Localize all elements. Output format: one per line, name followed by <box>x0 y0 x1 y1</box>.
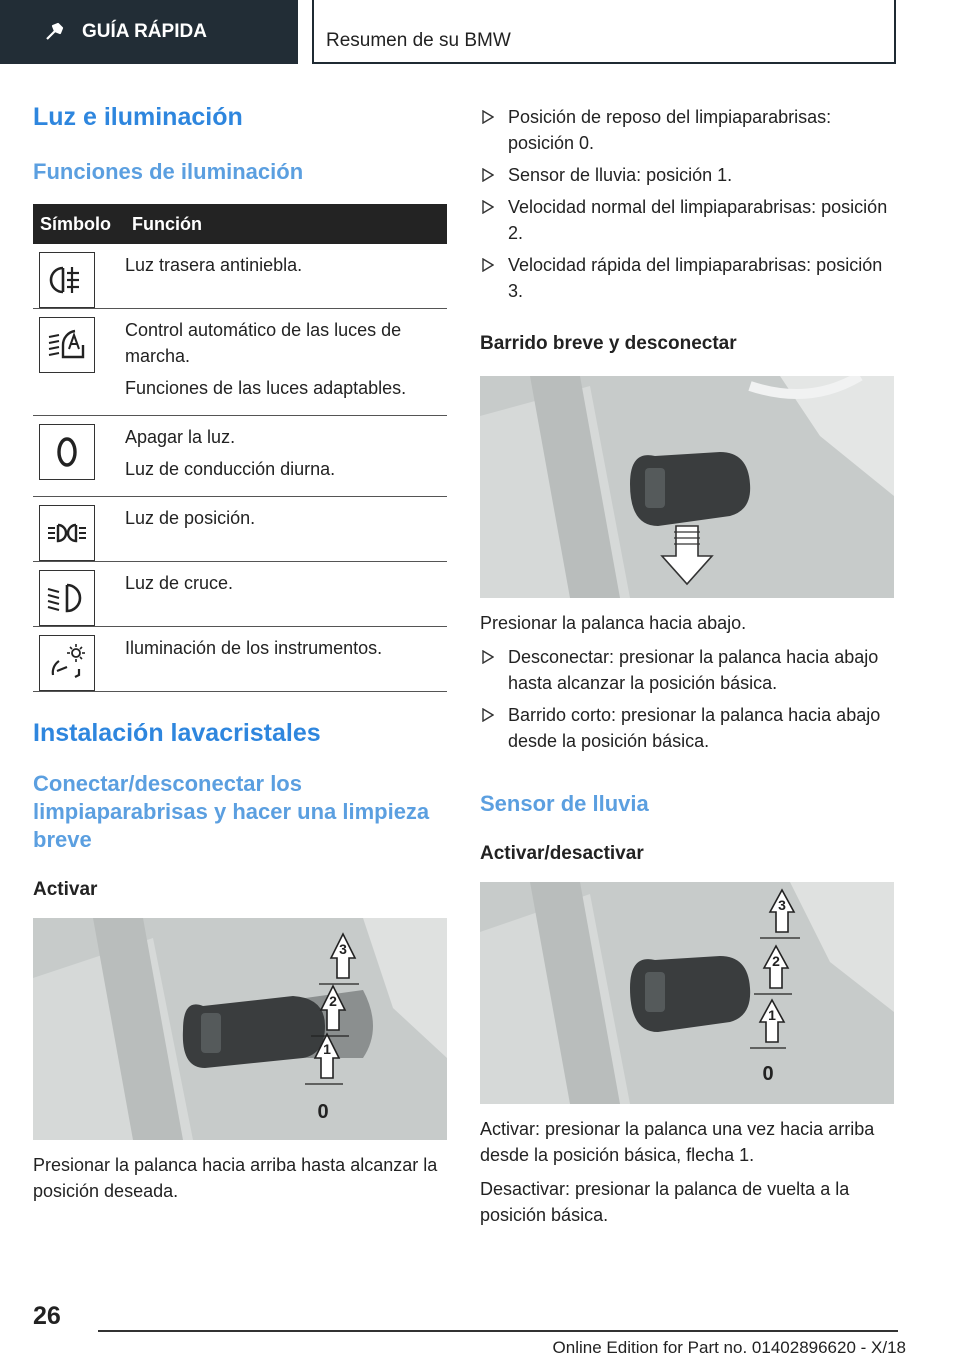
row-text: Luz de cruce. <box>125 573 234 593</box>
wiper-lever-up-photo <box>33 918 447 1140</box>
table-row <box>33 309 447 416</box>
heading-lights: Luz e iluminación <box>33 103 243 131</box>
row-text: Apagar la luz. <box>125 427 236 447</box>
bullet-triangle-icon <box>482 200 494 214</box>
wiper-positions-list <box>480 104 896 304</box>
page-number: 26 <box>33 1302 61 1330</box>
bullet-triangle-icon <box>482 110 494 124</box>
rain-sensor-photo <box>480 882 894 1104</box>
list-item: Posición de reposo del limpiaparabrisas: posición 0. <box>480 104 896 156</box>
arrow-label-2: 2 <box>772 953 780 969</box>
heading-washer-system: Instalación lavacristales <box>33 719 321 747</box>
quick-guide-label: GUÍA RÁPIDA <box>82 21 207 42</box>
heading-brief-wipe: Barrido breve y desconectar <box>480 333 737 354</box>
bullet-triangle-icon <box>482 168 494 182</box>
row-text: Funciones de las luces adaptables. <box>125 378 407 398</box>
bullet-triangle-icon <box>482 708 494 722</box>
row-text: Luz de conducción diurna. <box>125 459 336 479</box>
caption-activate: Presionar la palanca hacia arriba hasta alcanzar la posición deseada. <box>33 1155 438 1201</box>
edition-note: Online Edition for Part no. 01402896620 - X/18 <box>552 1338 906 1357</box>
caption-press-down: Presionar la palanca hacia abajo. <box>480 613 747 633</box>
rear-fog-light-icon <box>39 252 95 308</box>
heading-rain-sensor: Sensor de lluvia <box>480 791 649 816</box>
list-item: Desconectar: presionar la palanca hacia abajo hasta alcanzar la posición básica. <box>480 644 896 696</box>
brief-wipe-list <box>480 644 896 754</box>
table-row <box>33 244 447 309</box>
arrow-label-0: 0 <box>762 1063 774 1085</box>
auto-headlight-icon <box>39 317 95 373</box>
heading-activate: Activar <box>33 879 98 900</box>
bullet-triangle-icon <box>482 258 494 272</box>
heading-wipers: Conectar/desconectar los limpiaparabrisas y hacer una limpieza breve <box>33 771 430 852</box>
list-item: Barrido corto: presionar la palanca hacia abajo desde la posición básica. <box>480 702 896 754</box>
wiper-lever-down-photo <box>480 376 894 598</box>
row-text: Luz de posición. <box>125 508 256 528</box>
arrow-label-0: 0 <box>317 1101 329 1123</box>
table-row <box>33 562 447 627</box>
arrow-label-2: 2 <box>329 993 337 1009</box>
table-row <box>33 497 447 562</box>
quick-guide-tab[interactable] <box>0 0 298 64</box>
table-row <box>33 416 447 497</box>
list-item: Velocidad rápida del limpiaparabrisas: posición 3. <box>480 252 896 304</box>
arrow-label-3: 3 <box>778 897 786 913</box>
table-row <box>33 627 447 692</box>
list-item: Sensor de lluvia: posición 1. <box>480 162 896 188</box>
heading-lighting-functions: Funciones de iluminación <box>33 159 304 184</box>
heading-toggle: Activar/desactivar <box>480 843 644 864</box>
table-header-symbol: Símbolo <box>33 204 125 244</box>
arrow-label-1: 1 <box>768 1007 776 1023</box>
row-text: Iluminación de los instrumentos. <box>125 638 383 658</box>
lighting-table <box>33 204 447 692</box>
arrow-label-3: 3 <box>339 941 347 957</box>
low-beam-icon <box>39 570 95 626</box>
lights-off-icon <box>39 424 95 480</box>
list-item: Velocidad normal del limpiaparabrisas: posición 2. <box>480 194 896 246</box>
arrow-label-1: 1 <box>323 1041 331 1057</box>
para-deactivate: Desactivar: presionar la palanca de vuelta a la posición básica. <box>480 1179 850 1225</box>
para-activate: Activar: presionar la palanca una vez hacia arriba desde la posición básica, flecha 1. <box>480 1119 875 1165</box>
footer-divider <box>98 1330 898 1332</box>
table-header-function: Función <box>125 204 447 244</box>
row-text: Luz trasera antiniebla. <box>125 255 303 275</box>
row-text: Control automático de las luces de marcha. <box>125 320 402 366</box>
instrument-lighting-icon <box>39 635 95 691</box>
wrench-icon <box>44 22 64 42</box>
left-column <box>33 96 447 1204</box>
section-title: Resumen de su BMW <box>326 30 511 51</box>
parking-lights-icon <box>39 505 95 561</box>
bullet-triangle-icon <box>482 650 494 664</box>
right-column <box>480 104 896 1228</box>
